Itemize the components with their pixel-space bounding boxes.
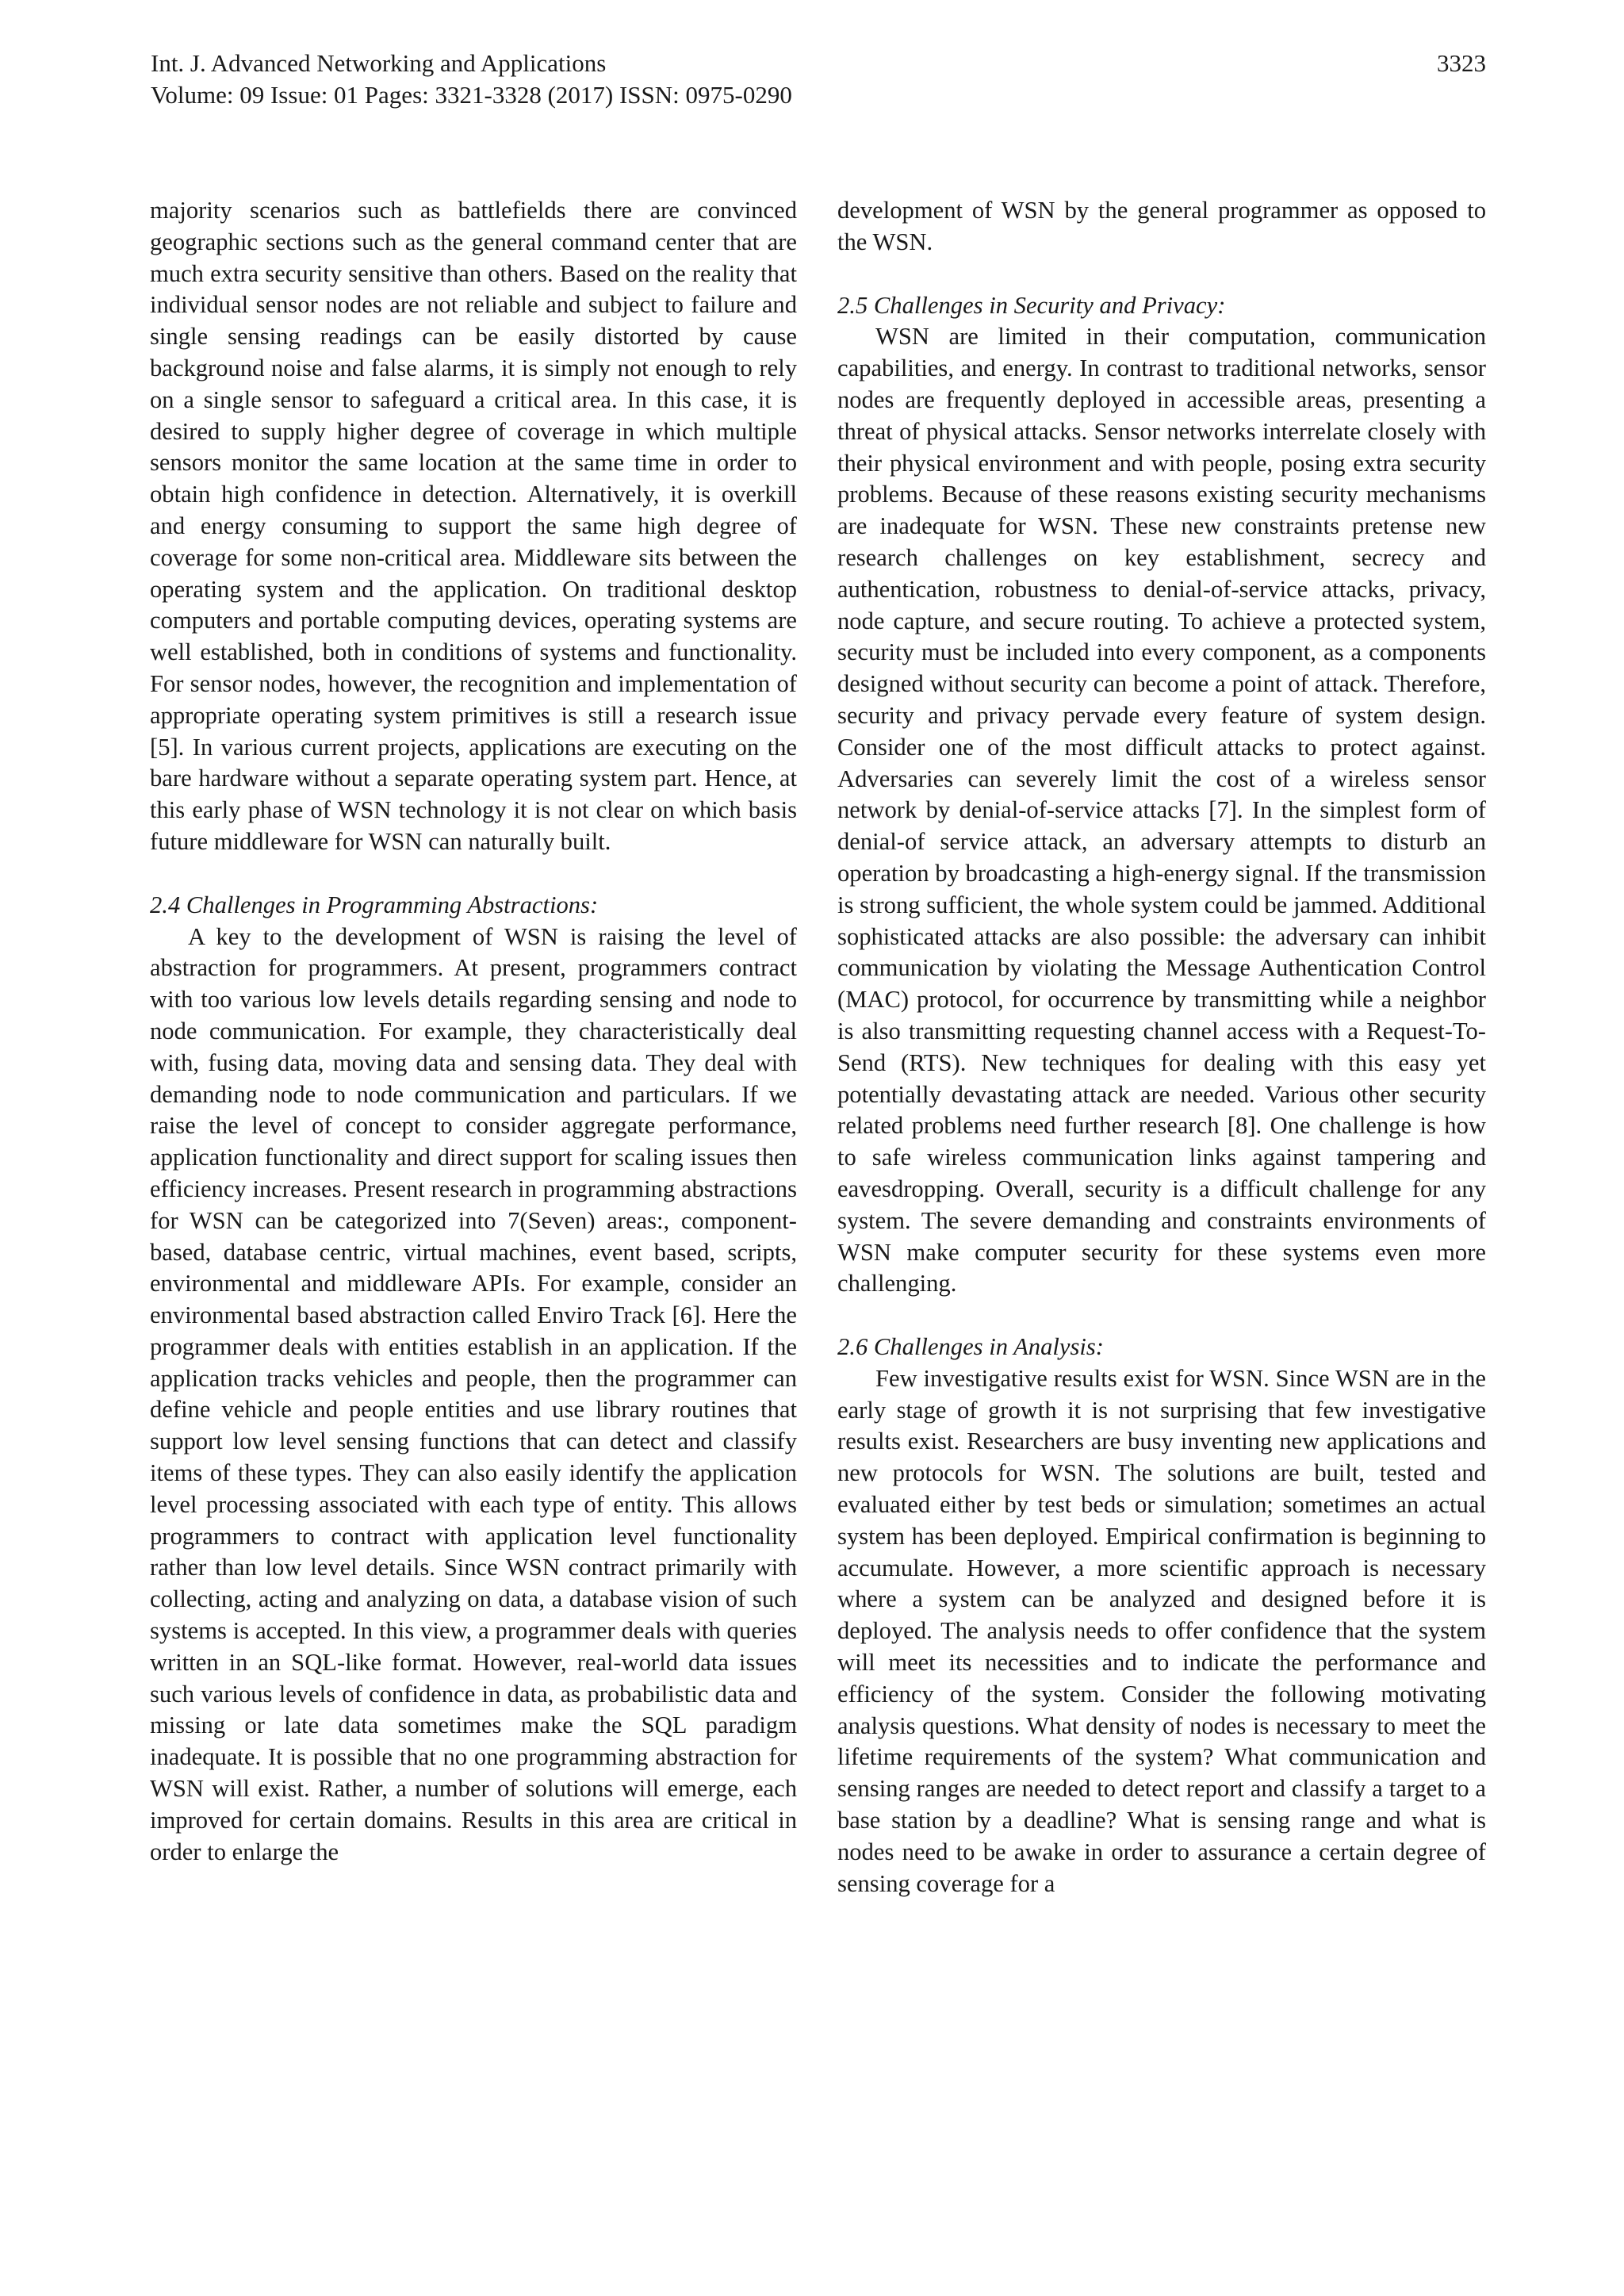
journal-name: Int. J. Advanced Networking and Applications — [151, 49, 607, 77]
running-header — [151, 48, 1486, 111]
paragraph-programming-abstractions: A key to the development of WSN is raising the level of abstraction for programmers. At present, programmers contract with too various low levels details regarding sensing and node to node communication. For example, they characteristically deal with, fusing data, moving data and sensing data. They deal with demanding node to node communication and particulars. If we raise the level of concept to consider aggregate performance, application functionality and direct support for scaling issues then efficiency increases. Present research in programming abstractions for WSN can be categorized into 7(Seven) areas:, component-based, database centric, virtual machines, event based, scripts, environmental and middleware APIs. For example, consider an environmental based abstraction called Enviro Track [6]. Here the programmer deals with entities establish in an application. If the application tracks vehicles and people, then the programmer can define vehicle and people entities and use library routines that support low level sensing functions that can detect and classify items of these types. They can also easily identify the application level processing associated with each type of entity. This allows programmers to contract with application level functionality rather than low level details. Since WSN contract primarily with collecting, acting and analyzing on data, a database vision of such systems is accepted. In this view, a programmer deals with queries written in an SQL-like format. However, real-world data issues such various levels of confidence in data, as probabilistic data and missing or late data sometimes make the SQL paradigm inadequate. It is possible that no one programming abstraction for WSN will exist. Rather, a number of solutions will emerge, each improved for certain domains. Results in this area are critical in order to enlarge the — [150, 922, 797, 1865]
section-heading-2-6: 2.6 Challenges in Analysis: — [837, 1333, 1104, 1361]
paragraph-continued: majority scenarios such as battlefields there are convinced geographic sections such as the general command center that are much extra security sensitive than others. Based on the reality that individual sensor nodes are not reliable and subject to failure and single sensing readings can be easily distorted by cause background noise and false alarms, it is simply not enough to rely on a single sensor to safeguard a critical area. In this case, it is desired to supply higher degree of coverage in which multiple sensors monitor the same location at the same time in order to obtain high confidence in detection. Alternatively, it is overkill and energy consuming to support the same high degree of coverage for some non-critical area. Middleware sits between the operating system and the application. On traditional desktop computers and portable computing devices, operating systems are well established, both in conditions of systems and functionality. For sensor nodes, however, the recognition and implementation of appropriate operating system primitives is still a research issue [5]. In various current projects, applications are executing on the bare hardware without a separate operating system part. Hence, at this early phase of WSN technology it is not clear on which basis future middleware for WSN can naturally built. — [150, 197, 797, 855]
volume-info: Volume: 09 Issue: 01 Pages: 3321-3328 (2017) ISSN: 0975-0290 — [151, 81, 792, 109]
section-heading-2-5: 2.5 Challenges in Security and Privacy: — [837, 291, 1226, 319]
paragraph-security-privacy: WSN are limited in their computation, communication capabilities, and energy. In contrast to traditional networks, sensor nodes are frequently deployed in accessible areas, presenting a threat of physical attacks. Sensor networks interrelate closely with their physical environment and with people, posing extra security problems. Because of these reasons existing security mechanisms are inadequate for WSN. These new constraints pretense new research challenges on key establishment, secrecy and authentication, robustness to denial-of-service attacks, privacy, node capture, and secure routing. To achieve a protected system, security must be included into every component, as a components designed without security can become a point of attack. Therefore, security and privacy pervade every feature of system design. Consider one of the most difficult attacks to protect against. Adversaries can severely limit the cost of a wireless sensor network by denial-of-service attacks [7]. In the simplest form of denial-of service attack, an adversary attempts to disturb an operation by broadcasting a high-energy signal. If the transmission is strong sufficient, the whole system could be jammed. Additional sophisticated attacks are also possible: the adversary can inhibit communication by violating the Message Authentication Control (MAC) protocol, for occurrence by transmitting while a neighbor is also transmitting requesting channel access with a Request-To-Send (RTS). New techniques for dealing with this easy yet potentially devastating attack are needed. Various other security related problems need further research [8]. One challenge is how to safe wireless communication links against tampering and eavesdropping. Overall, security is a difficult challenge for any system. The severe demanding and constraints environments of WSN make computer security for these systems even more challenging. — [837, 323, 1486, 1297]
paragraph-analysis: Few investigative results exist for WSN. Since WSN are in the early stage of growth it is not surprising that few investigative results exist. Researchers are busy inventing new applications and new protocols for WSN. The solutions are built, tested and evaluated either by test beds or simulation; sometimes an actual system has been deployed. Empirical confirmation is beginning to accumulate. However, a more scientific approach is necessary where a system can be analyzed and designed before it is deployed. The analysis needs to offer confidence that the system will meet its necessities and to indicate the performance and efficiency of the system. Consider the following motivating analysis questions. What density of nodes is necessary to meet the lifetime requirements of the system? What communication and sensing ranges are needed to detect report and classify a target to a base station by a deadline? What is sensing range and what is nodes need to be awake in order to assurance a certain degree of sensing coverage for a — [837, 1364, 1486, 1897]
page-number: 3323 — [1437, 49, 1486, 77]
right-column — [837, 195, 1486, 1899]
left-column — [150, 195, 797, 1868]
paragraph-continued: development of WSN by the general programmer as opposed to the WSN. — [837, 197, 1486, 255]
section-heading-2-4: 2.4 Challenges in Programming Abstractions: — [150, 891, 599, 918]
